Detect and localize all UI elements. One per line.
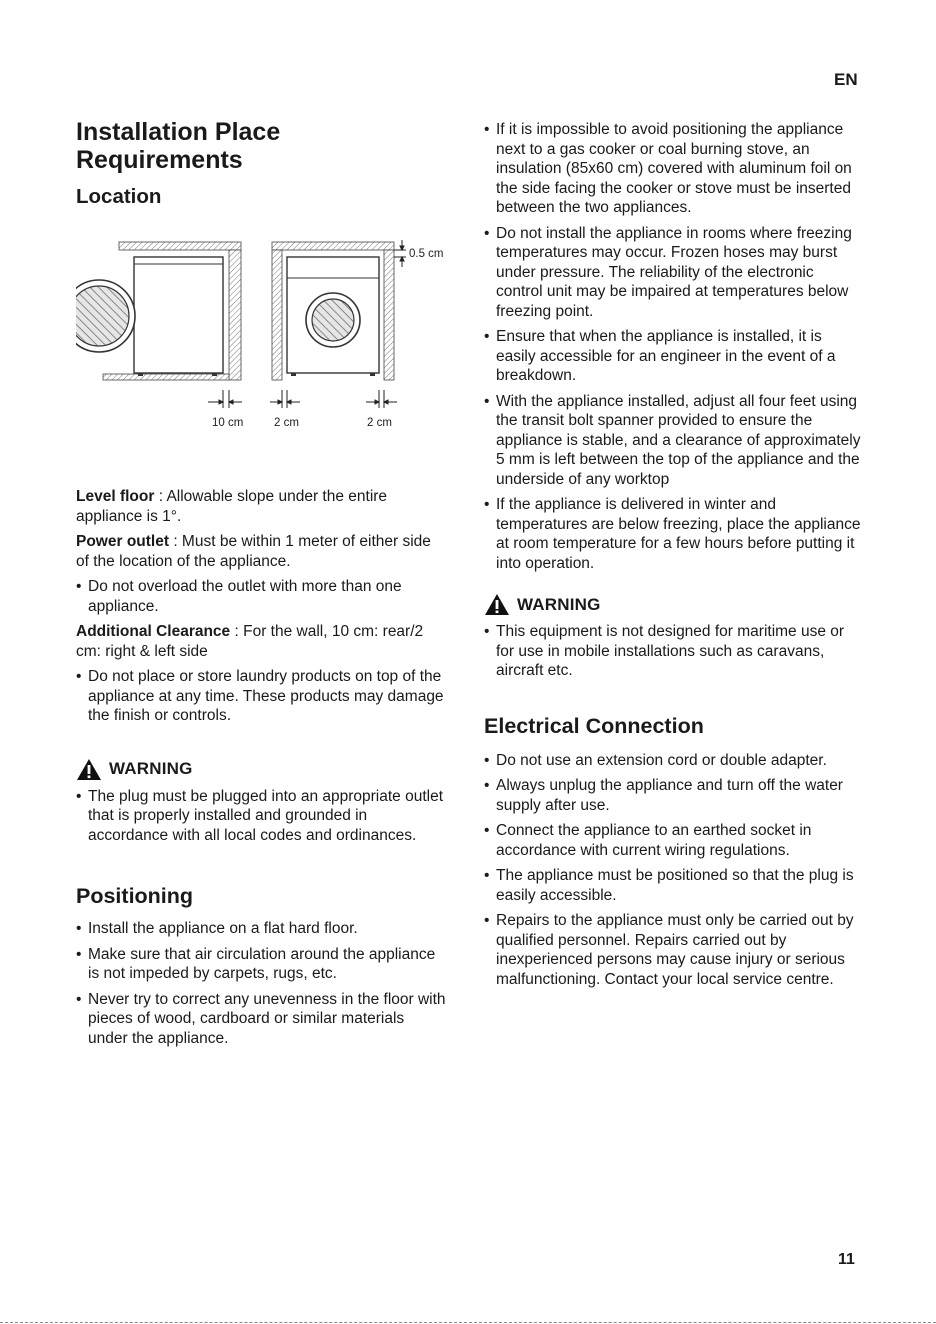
list-item: • The plug must be plugged into an appropriate outlet that is properly installed and grounded in accordance with all local codes and ordinances. [76, 787, 448, 846]
installation-list [484, 120, 864, 573]
warning-block-left [76, 758, 448, 846]
page-number: 11 [838, 1251, 855, 1268]
overload-list [76, 577, 448, 616]
left-side-clearance-marker [270, 390, 300, 408]
location-requirements [76, 487, 448, 726]
right-column [484, 120, 864, 989]
label-right-side-clearance: 2 cm [367, 417, 392, 429]
title-line-1: Installation Place [76, 118, 281, 146]
label-top-clearance: 0.5 cm [409, 248, 444, 260]
title-line-2: Requirements [76, 146, 243, 174]
laundry-list [76, 667, 448, 726]
list-item: • Make sure that air circulation around the appliance is not impeded by carpets, rugs, etc. [76, 945, 448, 984]
location-heading: Location [76, 185, 162, 208]
list-item: • Do not place or store laundry products on top of the appliance at any time. These products may damage the finish or controls. [76, 667, 448, 726]
list-item: • Connect the appliance to an earthed socket in accordance with current wiring regulations. [484, 821, 864, 860]
list-item: • Ensure that when the appliance is installed, it is easily accessible for an engineer in the event of a breakdown. [484, 327, 864, 386]
level-floor-label: Level floor [76, 488, 155, 505]
list-item: • Do not use an extension cord or double adapter. [484, 751, 864, 771]
language-code: EN [834, 70, 858, 89]
clearance-diagram [76, 240, 448, 440]
list-item: • If the appliance is delivered in winter and temperatures are below freezing, place the appliance at room temperature for a few hours before putting it into operation. [484, 495, 864, 573]
list-item: • With the appliance installed, adjust all four feet using the transit bolt spanner provided to ensure the appliance is stable, and a clearance of approximately 5 mm is left between the top of the appliance and the underside of any worktop [484, 392, 864, 490]
list-item: • Do not overload the outlet with more than one appliance. [76, 577, 448, 616]
power-outlet-text: : Must be within 1 meter of either side of the location of the appliance. [76, 533, 431, 570]
label-rear-clearance: 10 cm [212, 417, 244, 429]
level-floor-text: : Allowable slope under the entire appliance is 1°. [76, 488, 388, 525]
power-outlet-paragraph [76, 532, 448, 571]
warning-label: WARNING [109, 759, 193, 778]
power-outlet-label: Power outlet [76, 533, 170, 550]
positioning-list [76, 919, 448, 1048]
rear-clearance-marker [208, 390, 242, 408]
warning-icon [76, 758, 102, 781]
electrical-list [484, 751, 864, 990]
list-item: • If it is impossible to avoid positioning the appliance next to a gas cooker or coal burning stove, an insulation (85x60 cm) covered with aluminum foil on the side facing the cooker or stove must be inserted between the two appliances. [484, 120, 864, 218]
warning-header [484, 593, 864, 616]
positioning-heading: Positioning [76, 884, 194, 908]
warning-block-right [484, 593, 864, 681]
label-left-side-clearance: 2 cm [274, 417, 299, 429]
warning-header [76, 758, 448, 781]
left-column [76, 118, 448, 1048]
list-item: • Always unplug the appliance and turn off the water supply after use. [484, 776, 864, 815]
warning-list [484, 622, 864, 681]
top-clearance-marker [394, 240, 406, 267]
warning-label: WARNING [517, 594, 601, 614]
right-side-clearance-marker [366, 390, 397, 408]
list-item: • The appliance must be positioned so that the plug is easily accessible. [484, 866, 864, 905]
list-item: • Do not install the appliance in rooms where freezing temperatures may occur. Frozen hoses may burst under pressure. The reliability of the electronic control unit may be impaired at temperatures below freezing point. [484, 224, 864, 322]
page-title [76, 118, 448, 174]
front-view [272, 242, 394, 380]
clearance-text: : For the wall, 10 cm: rear/2 cm: right & left side [76, 623, 424, 660]
side-view [76, 242, 241, 380]
list-item: • Install the appliance on a flat hard floor. [76, 919, 448, 939]
list-item: • Never try to correct any unevenness in the floor with pieces of wood, cardboard or similar materials under the appliance. [76, 990, 448, 1049]
list-item: • This equipment is not designed for maritime use or for use in mobile installations such as caravans, aircraft etc. [484, 622, 864, 681]
warning-icon [484, 593, 510, 616]
warning-list [76, 787, 448, 846]
clearance-label: Additional Clearance [76, 623, 231, 640]
level-floor-paragraph [76, 487, 448, 526]
electrical-heading: Electrical Connection [484, 713, 704, 738]
list-item: • Repairs to the appliance must only be carried out by qualified personnel. Repairs carried out by inexperienced persons may cause injury or serious malfunctioning. Contact your local service centre. [484, 911, 864, 989]
page-bottom-rule [0, 1322, 936, 1323]
clearance-paragraph [76, 622, 448, 661]
